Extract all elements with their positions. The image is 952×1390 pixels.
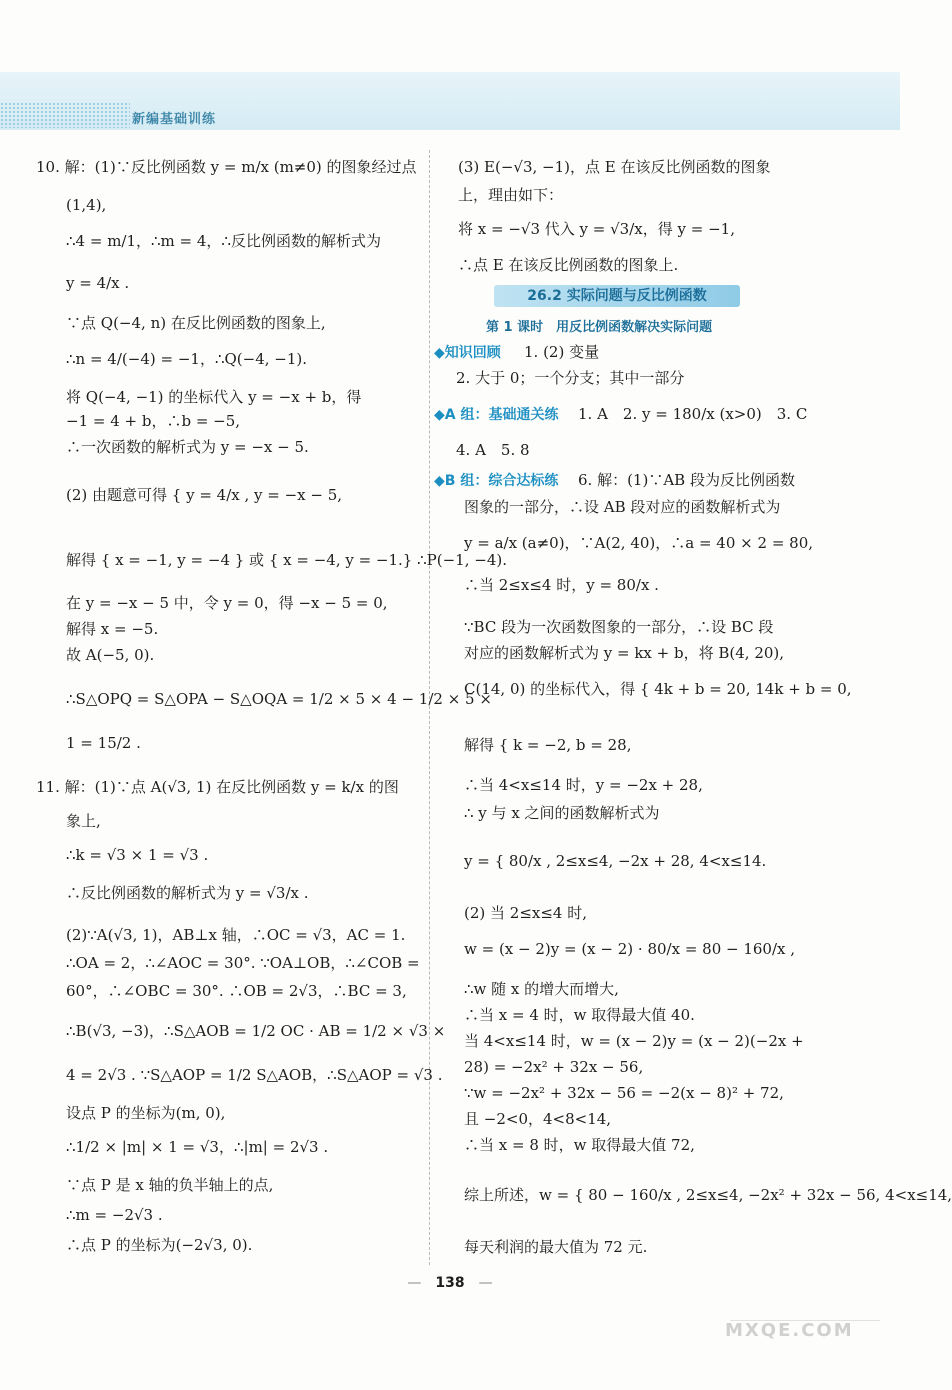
q6-line-18: ∵w = −2x² + 32x − 56 = −2(x − 8)² + 72, xyxy=(464,1084,784,1102)
q10-line-3: ∴4 = m/1，∴m = 4，∴反比例函数的解析式为 xyxy=(66,232,381,250)
diamond-icon: ◆ xyxy=(434,473,445,489)
q10-line-1: 10. 解：(1)∵反比例函数 y = m/x (m≠0) 的图象经过点 xyxy=(36,158,417,176)
q6-line-4: ∴当 2≤x≤4 时，y = 80/x . xyxy=(464,576,659,594)
section-title: 26.2 实际问题与反比例函数 xyxy=(494,285,740,307)
q11-line-14: ∴点 P 的坐标为(−2√3, 0). xyxy=(66,1236,253,1254)
q10-part3-line-4: ∴点 E 在该反比例函数的图象上. xyxy=(458,256,679,274)
q11-line-2: 象上, xyxy=(66,812,101,830)
q11-line-4: ∴反比例函数的解析式为 y = √3/x . xyxy=(66,884,309,902)
q10-line-11: 解得 { x = −1, y = −4 } 或 { x = −4, y = −1.} ∴P(−1, −4). xyxy=(66,551,507,569)
q6-line-6: 对应的函数解析式为 y = kx + b，将 B(4, 20), xyxy=(464,644,785,662)
q11-line-1: 11. 解：(1)∵点 A(√3, 1) 在反比例函数 y = k/x 的图 xyxy=(36,778,399,796)
q6-line-17: 28) = −2x² + 32x − 56, xyxy=(464,1058,644,1076)
q6-line-21: 综上所述，w = { 80 − 160/x , 2≤x≤4, −2x² + 32x − 56, 4<x≤14, xyxy=(464,1186,952,1204)
group-b-label: ◆B 组：综合达标练 xyxy=(434,473,559,489)
q6-line-10: ∴ y 与 x 之间的函数解析式为 xyxy=(464,804,660,822)
q11-line-11: ∴1/2 × |m| × 1 = √3，∴|m| = 2√3 . xyxy=(66,1138,329,1156)
lesson-title: 第 1 课时 用反比例函数解决实际问题 xyxy=(486,320,713,335)
q10-line-13: 解得 x = −5. xyxy=(66,620,159,638)
q6-line-2: 图象的一部分，∴设 AB 段对应的函数解析式为 xyxy=(464,498,781,516)
q10-part3-line-1: (3) E(−√3, −1)，点 E 在该反比例函数的图象 xyxy=(458,158,771,176)
diamond-icon: ◆ xyxy=(434,407,445,423)
q11-line-5: (2)∵A(√3, 1)，AB⊥x 轴，∴OC = √3，AC = 1. xyxy=(66,926,406,944)
diamond-icon: ◆ xyxy=(434,345,445,361)
q6-line-15: ∴当 x = 4 时，w 取得最大值 40. xyxy=(464,1006,695,1024)
header-dots xyxy=(0,102,130,128)
q10-line-5: ∵点 Q(−4, n) 在反比例函数的图象上, xyxy=(66,314,326,332)
q10-line-16: 1 = 15/2 . xyxy=(66,734,141,752)
q6-line-14: ∴w 随 x 的增大而增大, xyxy=(464,980,619,998)
q10-part3-line-2: 上，理由如下： xyxy=(458,186,564,204)
group-review-label: ◆知识回顾 xyxy=(434,345,501,361)
q10-line-10: (2) 由题意可得 { y = 4/x , y = −x − 5, xyxy=(66,486,343,504)
group-a-answers-1: 1. A 2. y = 180/x (x>0) 3. C xyxy=(578,405,808,423)
q10-line-2: (1,4), xyxy=(66,196,107,214)
q11-line-3: ∴k = √3 × 1 = √3 . xyxy=(66,846,209,864)
q6-line-12: (2) 当 2≤x≤4 时, xyxy=(464,904,588,922)
q10-line-4: y = 4/x . xyxy=(66,274,130,292)
watermark: MXQE.COM xyxy=(725,1320,854,1341)
group-a-answers-2: 4. A 5. 8 xyxy=(456,441,530,459)
q6-line-16: 当 4<x≤14 时，w = (x − 2)y = (x − 2)(−2x + xyxy=(464,1032,804,1050)
q10-line-9: ∴一次函数的解析式为 y = −x − 5. xyxy=(66,438,309,456)
q10-line-6: ∴n = 4/(−4) = −1，∴Q(−4, −1). xyxy=(66,350,308,368)
q6-line-8: 解得 { k = −2, b = 28, xyxy=(464,736,632,754)
watermark-logo xyxy=(730,1298,880,1321)
q10-line-12: 在 y = −x − 5 中，令 y = 0，得 −x − 5 = 0, xyxy=(66,594,388,612)
page-number: — 138 — xyxy=(407,1275,493,1291)
q10-part3-line-3: 将 x = −√3 代入 y = √3/x，得 y = −1, xyxy=(458,220,735,238)
q6-line-9: ∴当 4<x≤14 时，y = −2x + 28, xyxy=(464,776,703,794)
q6-line-22: 每天利润的最大值为 72 元. xyxy=(464,1238,648,1256)
header-title: 新编基础训练 xyxy=(132,112,217,127)
review-answer-1: 1. (2) 变量 xyxy=(524,343,600,361)
q11-line-7: 60°，∴∠OBC = 30°. ∴OB = 2√3，∴BC = 3, xyxy=(66,982,407,1000)
q11-line-6: ∴OA = 2，∴∠AOC = 30°. ∵OA⊥OB，∴∠COB = xyxy=(66,954,420,972)
q10-line-15: ∴S△OPQ = S△OPA − S△OQA = 1/2 × 5 × 4 − 1/2 × 5 × xyxy=(66,690,492,708)
q6-line-7: C(14, 0) 的坐标代入，得 { 4k + b = 20, 14k + b = 0, xyxy=(464,680,852,698)
q11-line-12: ∵点 P 是 x 轴的负半轴上的点, xyxy=(66,1176,274,1194)
q6-line-11: y = { 80/x , 2≤x≤4, −2x + 28, 4<x≤14. xyxy=(464,852,767,870)
q6-line-1: 6. 解：(1)∵AB 段为反比例函数 xyxy=(578,471,795,489)
group-a-label: ◆A 组：基础通关练 xyxy=(434,407,559,423)
review-answer-2: 2. 大于 0；一个分支；其中一部分 xyxy=(456,369,685,387)
q11-line-10: 设点 P 的坐标为(m, 0), xyxy=(66,1104,226,1122)
q6-line-5: ∵BC 段为一次函数图象的一部分，∴设 BC 段 xyxy=(464,618,774,636)
q10-line-7: 将 Q(−4, −1) 的坐标代入 y = −x + b，得 xyxy=(66,388,362,406)
q11-line-8: ∴B(√3, −3)，∴S△AOB = 1/2 OC · AB = 1/2 × √3 × xyxy=(66,1022,446,1040)
q6-line-20: ∴当 x = 8 时，w 取得最大值 72, xyxy=(464,1136,695,1154)
q6-line-19: 且 −2<0，4<8<14, xyxy=(464,1110,612,1128)
q6-line-13: w = (x − 2)y = (x − 2) · 80/x = 80 − 160/x , xyxy=(464,940,796,958)
q11-line-13: ∴m = −2√3 . xyxy=(66,1206,163,1224)
q10-line-14: 故 A(−5, 0). xyxy=(66,646,155,664)
q10-line-8: −1 = 4 + b，∴b = −5, xyxy=(66,412,241,430)
q6-line-3: y = a/x (a≠0)，∵A(2, 40)，∴a = 40 × 2 = 80, xyxy=(464,534,814,552)
q11-line-9: 4 = 2√3 . ∵S△AOP = 1/2 S△AOB，∴S△AOP = √3 . xyxy=(66,1066,443,1084)
